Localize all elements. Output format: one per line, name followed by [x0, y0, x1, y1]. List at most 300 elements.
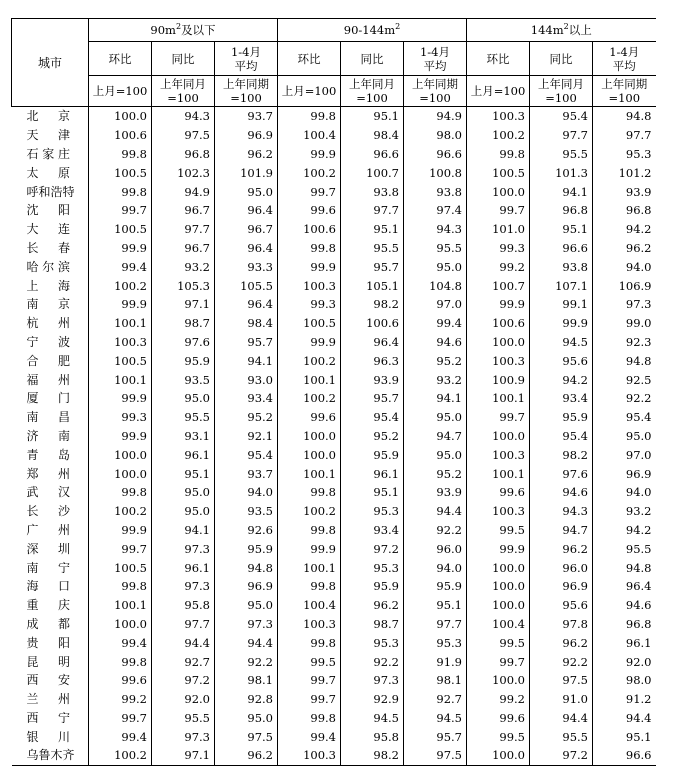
index-value: 93.2 — [152, 257, 215, 276]
index-value: 96.1 — [593, 633, 656, 652]
index-value: 100.0 — [89, 107, 152, 126]
yoy-base-header: 上年同月 =100 — [530, 76, 593, 107]
index-value: 94.0 — [215, 483, 278, 502]
city-name: 上海 — [26, 278, 70, 293]
index-value: 95.0 — [404, 257, 467, 276]
index-value: 100.6 — [89, 126, 152, 145]
index-value: 100.3 — [278, 615, 341, 634]
city-name: 青岛 — [26, 447, 70, 462]
index-value: 98.0 — [404, 126, 467, 145]
index-value: 92.5 — [593, 370, 656, 389]
index-value: 95.1 — [341, 220, 404, 239]
index-value: 95.6 — [530, 351, 593, 370]
index-value: 99.8 — [278, 709, 341, 728]
index-value: 99.4 — [89, 257, 152, 276]
index-value: 99.7 — [467, 201, 530, 220]
index-value: 95.8 — [152, 596, 215, 615]
index-value: 94.8 — [593, 107, 656, 126]
index-value: 100.2 — [278, 389, 341, 408]
index-value: 99.3 — [467, 239, 530, 258]
index-value: 100.3 — [467, 502, 530, 521]
index-value: 97.7 — [593, 126, 656, 145]
index-value: 94.0 — [593, 483, 656, 502]
index-value: 95.0 — [404, 445, 467, 464]
index-value: 95.9 — [215, 539, 278, 558]
index-value: 95.4 — [593, 408, 656, 427]
index-value: 100.1 — [89, 314, 152, 333]
index-value: 99.8 — [278, 483, 341, 502]
yoy-header: 同比 — [152, 42, 215, 76]
index-value: 99.8 — [278, 633, 341, 652]
index-value: 96.2 — [341, 596, 404, 615]
index-value: 99.6 — [278, 408, 341, 427]
index-value: 94.9 — [152, 182, 215, 201]
index-value: 93.9 — [341, 370, 404, 389]
index-value: 94.4 — [593, 709, 656, 728]
city-name: 武汉 — [26, 485, 70, 500]
city-name: 石家庄 — [26, 146, 70, 161]
group-header-over-144: $144m^2$以上 — [467, 19, 656, 42]
index-value: 100.4 — [278, 596, 341, 615]
index-value: 101.9 — [215, 163, 278, 182]
index-value: 93.0 — [215, 370, 278, 389]
index-value: 96.0 — [530, 558, 593, 577]
index-value: 100.5 — [278, 314, 341, 333]
index-value: 94.5 — [530, 333, 593, 352]
index-value: 96.4 — [215, 295, 278, 314]
city-name: 乌鲁木齐 — [12, 746, 89, 765]
index-value: 97.7 — [152, 615, 215, 634]
index-value: 95.2 — [215, 408, 278, 427]
index-value: 96.0 — [404, 539, 467, 558]
index-value: 93.7 — [215, 464, 278, 483]
table-row — [12, 709, 656, 728]
index-value: 93.7 — [215, 107, 278, 126]
index-value: 99.8 — [278, 107, 341, 126]
city-name: 太原 — [26, 165, 70, 180]
index-value: 99.7 — [278, 690, 341, 709]
city-name: 杭州 — [26, 316, 70, 331]
index-value: 96.3 — [341, 351, 404, 370]
index-value: 99.9 — [530, 314, 593, 333]
table-row — [12, 182, 656, 201]
index-value: 96.9 — [530, 577, 593, 596]
city-name: 济南 — [26, 428, 70, 443]
index-value: 96.8 — [152, 145, 215, 164]
index-value: 95.5 — [530, 727, 593, 746]
index-value: 96.2 — [530, 539, 593, 558]
table-row — [12, 615, 656, 634]
table-row — [12, 577, 656, 596]
index-value: 94.8 — [593, 558, 656, 577]
index-value: 96.9 — [215, 126, 278, 145]
index-value: 94.6 — [404, 333, 467, 352]
index-value: 100.2 — [278, 351, 341, 370]
index-value: 101.3 — [530, 163, 593, 182]
price-index-table-container — [11, 18, 655, 766]
index-value: 100.0 — [89, 464, 152, 483]
table-row — [12, 145, 656, 164]
index-value: 100.6 — [341, 314, 404, 333]
index-value: 100.0 — [467, 558, 530, 577]
index-value: 100.0 — [467, 746, 530, 765]
index-value: 99.9 — [89, 239, 152, 258]
index-value: 100.6 — [278, 220, 341, 239]
index-value: 96.1 — [152, 445, 215, 464]
index-value: 99.9 — [278, 333, 341, 352]
index-value: 96.9 — [215, 577, 278, 596]
city-name: 长春 — [26, 240, 70, 255]
index-value: 91.2 — [593, 690, 656, 709]
city-name: 西安 — [26, 673, 70, 688]
index-value: 94.4 — [404, 502, 467, 521]
index-value: 95.7 — [341, 389, 404, 408]
index-value: 97.5 — [152, 126, 215, 145]
index-value: 95.1 — [341, 107, 404, 126]
table-row — [12, 521, 656, 540]
index-value: 97.3 — [215, 615, 278, 634]
index-value: 100.5 — [467, 163, 530, 182]
index-value: 92.2 — [530, 652, 593, 671]
index-value: 100.2 — [278, 502, 341, 521]
index-value: 96.7 — [215, 220, 278, 239]
index-value: 99.8 — [278, 577, 341, 596]
index-value: 95.0 — [152, 502, 215, 521]
index-value: 94.8 — [215, 558, 278, 577]
index-value: 98.7 — [152, 314, 215, 333]
index-value: 95.0 — [215, 596, 278, 615]
index-value: 97.7 — [404, 615, 467, 634]
index-value: 95.1 — [530, 220, 593, 239]
index-value: 99.3 — [89, 408, 152, 427]
index-value: 94.2 — [593, 521, 656, 540]
ytd-avg-header: 1-4月 平均 — [593, 42, 656, 76]
city-name: 海口 — [26, 579, 70, 594]
table-row — [12, 389, 656, 408]
index-value: 99.6 — [278, 201, 341, 220]
price-index-table — [11, 18, 656, 766]
index-value: 96.6 — [341, 145, 404, 164]
index-value: 99.6 — [467, 483, 530, 502]
index-value: 98.1 — [404, 671, 467, 690]
table-row — [12, 652, 656, 671]
table-row — [12, 539, 656, 558]
table-row — [12, 333, 656, 352]
index-value: 94.5 — [404, 709, 467, 728]
index-value: 94.1 — [530, 182, 593, 201]
metric-header-row — [12, 42, 656, 76]
index-value: 100.0 — [89, 615, 152, 634]
index-value: 100.0 — [467, 182, 530, 201]
index-value: 99.8 — [89, 182, 152, 201]
index-value: 99.4 — [404, 314, 467, 333]
index-value: 94.1 — [215, 351, 278, 370]
index-value: 99.4 — [89, 727, 152, 746]
index-value: 95.5 — [530, 145, 593, 164]
index-value: 96.4 — [215, 201, 278, 220]
city-column-header: 城市 — [12, 19, 89, 107]
index-value: 97.5 — [530, 671, 593, 690]
table-row — [12, 445, 656, 464]
index-value: 98.2 — [341, 746, 404, 765]
index-value: 95.2 — [404, 351, 467, 370]
index-value: 94.3 — [404, 220, 467, 239]
index-value: 96.4 — [341, 333, 404, 352]
city-name: 成都 — [26, 616, 70, 631]
index-value: 95.0 — [593, 427, 656, 446]
index-value: 99.0 — [593, 314, 656, 333]
index-value: 95.5 — [404, 239, 467, 258]
index-value: 104.8 — [404, 276, 467, 295]
index-value: 100.9 — [467, 370, 530, 389]
city-name: 深圳 — [26, 541, 70, 556]
index-value: 94.1 — [404, 389, 467, 408]
index-value: 98.2 — [530, 445, 593, 464]
yoy-base-header: 上年同月 =100 — [341, 76, 404, 107]
index-value: 97.6 — [530, 464, 593, 483]
index-value: 96.8 — [530, 201, 593, 220]
index-value: 95.4 — [215, 445, 278, 464]
index-value: 99.8 — [89, 577, 152, 596]
base-header-row — [12, 76, 656, 107]
index-value: 95.5 — [152, 709, 215, 728]
index-value: 96.2 — [530, 633, 593, 652]
table-row — [12, 502, 656, 521]
index-value: 99.8 — [278, 239, 341, 258]
index-value: 92.6 — [215, 521, 278, 540]
index-value: 95.1 — [404, 596, 467, 615]
index-value: 99.9 — [89, 427, 152, 446]
index-value: 96.9 — [593, 464, 656, 483]
index-value: 92.3 — [593, 333, 656, 352]
table-row — [12, 633, 656, 652]
group-header-under-90: $90m^2$及以下 — [89, 19, 278, 42]
index-value: 95.9 — [404, 577, 467, 596]
index-value: 96.7 — [152, 239, 215, 258]
index-value: 99.9 — [467, 539, 530, 558]
city-name: 哈尔滨 — [26, 259, 70, 274]
table-row — [12, 163, 656, 182]
city-name: 北京 — [26, 109, 70, 124]
table-row — [12, 295, 656, 314]
index-value: 94.7 — [530, 521, 593, 540]
index-value: 95.0 — [152, 389, 215, 408]
table-body — [12, 107, 656, 766]
index-value: 97.3 — [341, 671, 404, 690]
index-value: 100.5 — [89, 351, 152, 370]
index-value: 99.9 — [278, 539, 341, 558]
index-value: 93.9 — [404, 483, 467, 502]
index-value: 91.9 — [404, 652, 467, 671]
index-value: 92.2 — [593, 389, 656, 408]
index-value: 99.6 — [467, 709, 530, 728]
index-value: 95.2 — [404, 464, 467, 483]
city-name: 沈阳 — [26, 203, 70, 218]
group-header-90-144: $90-144m^2$ — [278, 19, 467, 42]
city-name: 合肥 — [26, 353, 70, 368]
index-value: 93.4 — [341, 521, 404, 540]
index-value: 99.5 — [467, 633, 530, 652]
yoy-header: 同比 — [530, 42, 593, 76]
index-value: 92.7 — [152, 652, 215, 671]
index-value: 96.1 — [341, 464, 404, 483]
index-value: 100.5 — [89, 220, 152, 239]
index-value: 100.0 — [467, 577, 530, 596]
index-value: 94.4 — [530, 709, 593, 728]
index-value: 93.4 — [215, 389, 278, 408]
index-value: 99.9 — [89, 389, 152, 408]
index-value: 95.9 — [152, 351, 215, 370]
table-row — [12, 107, 656, 126]
index-value: 100.0 — [467, 671, 530, 690]
mom-base-header: 上月=100 — [278, 76, 341, 107]
index-value: 100.5 — [89, 558, 152, 577]
index-value: 100.3 — [89, 333, 152, 352]
table-row — [12, 220, 656, 239]
index-value: 97.7 — [341, 201, 404, 220]
index-value: 96.8 — [593, 615, 656, 634]
table-header — [12, 19, 656, 107]
index-value: 94.2 — [593, 220, 656, 239]
index-value: 97.3 — [593, 295, 656, 314]
index-value: 95.4 — [530, 427, 593, 446]
index-value: 100.1 — [89, 370, 152, 389]
index-value: 100.1 — [278, 464, 341, 483]
index-value: 99.2 — [89, 690, 152, 709]
index-value: 100.1 — [89, 596, 152, 615]
index-value: 95.4 — [530, 107, 593, 126]
index-value: 95.1 — [152, 464, 215, 483]
index-value: 96.4 — [593, 577, 656, 596]
index-value: 95.2 — [341, 427, 404, 446]
index-value: 94.7 — [404, 427, 467, 446]
index-value: 95.6 — [530, 596, 593, 615]
index-value: 95.9 — [341, 445, 404, 464]
index-value: 100.4 — [467, 615, 530, 634]
ytd-base-header: 上年同期 =100 — [404, 76, 467, 107]
index-value: 100.2 — [278, 163, 341, 182]
index-value: 100.2 — [89, 746, 152, 765]
index-value: 92.7 — [404, 690, 467, 709]
mom-base-header: 上月=100 — [89, 76, 152, 107]
index-value: 94.5 — [341, 709, 404, 728]
city-name: 昆明 — [26, 654, 70, 669]
ytd-avg-header: 1-4月 平均 — [404, 42, 467, 76]
city-name: 南京 — [26, 297, 70, 312]
index-value: 97.6 — [152, 333, 215, 352]
index-value: 98.2 — [341, 295, 404, 314]
index-value: 95.3 — [341, 502, 404, 521]
index-value: 95.3 — [593, 145, 656, 164]
city-name: 天津 — [26, 128, 70, 143]
city-name: 宁波 — [26, 334, 70, 349]
index-value: 94.8 — [593, 351, 656, 370]
index-value: 100.0 — [467, 427, 530, 446]
index-value: 100.1 — [278, 558, 341, 577]
index-value: 97.2 — [530, 746, 593, 765]
index-value: 99.3 — [278, 295, 341, 314]
table-row — [12, 408, 656, 427]
table-row — [12, 483, 656, 502]
yoy-header: 同比 — [341, 42, 404, 76]
index-value: 96.4 — [215, 239, 278, 258]
table-row — [12, 690, 656, 709]
index-value: 100.4 — [278, 126, 341, 145]
index-value: 100.7 — [467, 276, 530, 295]
index-value: 102.3 — [152, 163, 215, 182]
index-value: 99.5 — [278, 652, 341, 671]
table-row — [12, 558, 656, 577]
table-row — [12, 596, 656, 615]
index-value: 97.4 — [404, 201, 467, 220]
index-value: 100.3 — [467, 351, 530, 370]
city-name: 兰州 — [26, 692, 70, 707]
index-value: 96.8 — [593, 201, 656, 220]
city-name: 呼和浩特 — [26, 184, 75, 199]
index-value: 93.3 — [215, 257, 278, 276]
index-value: 94.2 — [530, 370, 593, 389]
index-value: 99.8 — [278, 521, 341, 540]
table-row — [12, 314, 656, 333]
index-value: 95.3 — [341, 633, 404, 652]
city-name: 重庆 — [26, 598, 70, 613]
index-value: 92.8 — [215, 690, 278, 709]
index-value: 100.6 — [467, 314, 530, 333]
ytd-base-header: 上年同期 =100 — [593, 76, 656, 107]
index-value: 95.7 — [404, 727, 467, 746]
index-value: 99.9 — [89, 521, 152, 540]
index-value: 100.0 — [89, 445, 152, 464]
index-value: 95.4 — [341, 408, 404, 427]
index-value: 97.0 — [404, 295, 467, 314]
index-value: 100.1 — [278, 370, 341, 389]
index-value: 92.2 — [215, 652, 278, 671]
index-value: 97.2 — [341, 539, 404, 558]
table-row — [12, 126, 656, 145]
index-value: 99.8 — [89, 483, 152, 502]
index-value: 95.8 — [341, 727, 404, 746]
index-value: 98.0 — [593, 671, 656, 690]
index-value: 97.7 — [152, 220, 215, 239]
index-value: 96.2 — [215, 746, 278, 765]
index-value: 95.0 — [215, 709, 278, 728]
index-value: 95.9 — [341, 577, 404, 596]
index-value: 94.9 — [404, 107, 467, 126]
index-value: 99.8 — [467, 145, 530, 164]
index-value: 93.8 — [404, 182, 467, 201]
index-value: 99.7 — [278, 182, 341, 201]
ytd-base-header: 上年同期 =100 — [215, 76, 278, 107]
index-value: 100.8 — [404, 163, 467, 182]
ytd-avg-header: 1-4月 平均 — [215, 42, 278, 76]
index-value: 97.8 — [530, 615, 593, 634]
index-value: 95.1 — [593, 727, 656, 746]
table-row — [12, 746, 656, 765]
index-value: 97.7 — [530, 126, 593, 145]
index-value: 92.0 — [593, 652, 656, 671]
city-name: 南宁 — [26, 560, 70, 575]
mom-base-header: 上月=100 — [467, 76, 530, 107]
city-name: 西宁 — [26, 710, 70, 725]
table-row — [12, 239, 656, 258]
index-value: 97.5 — [215, 727, 278, 746]
index-value: 99.9 — [467, 295, 530, 314]
table-row — [12, 370, 656, 389]
index-value: 99.4 — [278, 727, 341, 746]
index-value: 99.7 — [89, 539, 152, 558]
table-row — [12, 201, 656, 220]
index-value: 107.1 — [530, 276, 593, 295]
